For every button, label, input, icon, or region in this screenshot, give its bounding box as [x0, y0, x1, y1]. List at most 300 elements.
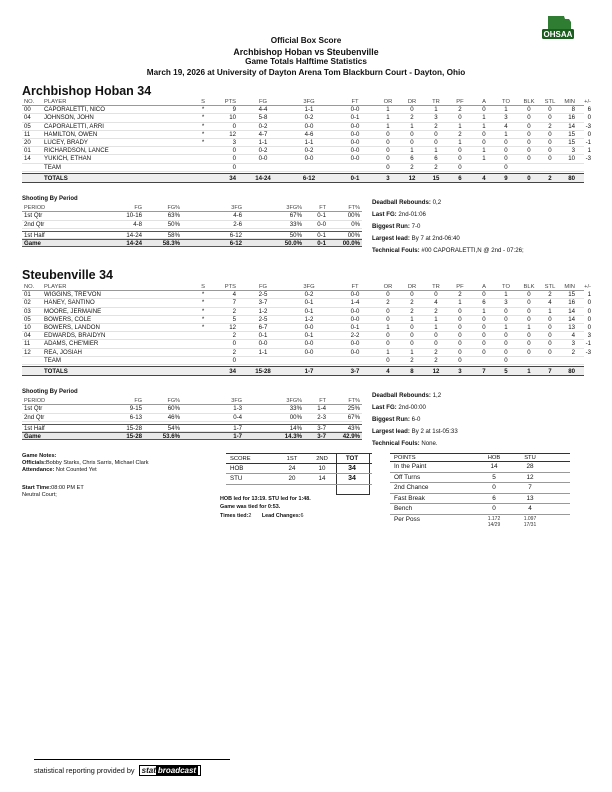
points-stu: 13: [526, 494, 534, 502]
game-notes: [22, 453, 149, 499]
col-header-pm: +/-: [584, 99, 591, 105]
col-header-fg: FG: [258, 99, 268, 105]
player-row: [22, 340, 591, 348]
player-pts: 5: [232, 315, 236, 323]
hob-per-poss: 1.172: [487, 515, 501, 522]
shooting-col-ft: FT: [319, 398, 326, 404]
player-a: 0: [482, 130, 486, 138]
biggest-run-label: Biggest Run:: [372, 416, 410, 423]
col-header-a: A: [482, 99, 486, 105]
player-stl: 2: [548, 291, 552, 299]
totals-fg: 15-28: [255, 367, 271, 375]
score-by-period-table: [226, 453, 372, 485]
player-min: 15: [568, 130, 575, 138]
player-tr: 6: [434, 155, 438, 163]
player-tfg: 0-2: [304, 291, 314, 299]
biggest-run-label: Biggest Run:: [372, 223, 410, 230]
player-pf: 1: [458, 299, 462, 307]
shooting-ft: 1-4: [317, 405, 326, 413]
player-row: [22, 164, 584, 172]
player-tfg: 0-1: [304, 332, 314, 340]
totals-tfg: 6-12: [302, 174, 316, 182]
player-row: [22, 138, 591, 147]
player-pm: 3: [587, 332, 591, 340]
points-header-row: POINTS HOB STU: [390, 453, 570, 462]
shooting-fg: 6-13: [129, 413, 142, 421]
shooting-period-row: [22, 405, 362, 413]
technical-fouls-label: Technical Fouls:: [372, 440, 420, 447]
player-or: 1: [386, 106, 390, 114]
player-ft: 0-0: [350, 147, 360, 155]
player-pf: 0: [458, 323, 462, 331]
shooting-ft: 3-7: [317, 433, 326, 441]
player-tr: 0: [434, 332, 438, 340]
player-tfg: 1-1: [304, 138, 314, 146]
points-label: Off Turns: [394, 473, 421, 481]
player-pm: 1: [587, 291, 591, 299]
box-header-row: [22, 283, 591, 291]
site-note: Neutral Court;: [22, 491, 57, 498]
player-ft: 0-0: [350, 138, 360, 146]
player-min: 2: [571, 348, 575, 356]
shooting-tfgp: 33%: [289, 405, 302, 413]
player-stl: 0: [548, 138, 552, 146]
shooting-period: Game: [24, 433, 41, 441]
technical-fouls-label: Technical Fouls:: [372, 247, 420, 254]
shooting-fg: 4-8: [133, 220, 142, 228]
player-tr: 0: [434, 291, 438, 299]
points-stu: 4: [528, 505, 532, 512]
player-s: *: [201, 299, 205, 307]
player-no: 11: [24, 340, 31, 348]
shooting-tfgp: 33%: [289, 220, 302, 228]
score-row-stu: STU 20 14 34: [226, 474, 372, 485]
player-a: 0: [482, 340, 486, 348]
shooting-tfgp: 50%: [289, 231, 302, 239]
player-dr: 1: [410, 147, 414, 155]
shooting-tfg: 4-6: [233, 212, 242, 220]
player-min: 15: [568, 291, 575, 299]
player-tr: 2: [434, 356, 438, 364]
player-min: 8: [571, 106, 575, 114]
player-stl: 1: [548, 307, 552, 315]
player-row: [22, 291, 591, 299]
player-to: 0: [504, 356, 508, 364]
shooting-col-fg: FG: [134, 205, 142, 211]
shooting-fgp: 58.3%: [162, 240, 180, 248]
points-row: [390, 483, 570, 494]
player-s: *: [201, 130, 205, 138]
totals-pf: 6: [458, 174, 462, 182]
player-fg: 0-0: [258, 155, 268, 163]
col-header-stl: STL: [544, 99, 556, 105]
player-tr: 0: [434, 340, 438, 348]
shooting-fg: 10-16: [126, 212, 142, 220]
col-header-no: NO.: [24, 284, 35, 290]
player-blk: 0: [527, 332, 531, 340]
totals-min: 80: [568, 174, 575, 182]
shooting-tfg: 0-4: [233, 413, 242, 421]
player-fg: 1-1: [258, 348, 268, 356]
totals-blk: 0: [527, 174, 531, 182]
player-no: 04: [24, 114, 31, 122]
totals-tr: 12: [432, 367, 440, 375]
player-s: *: [201, 291, 205, 299]
player-tfg: 0-0: [304, 340, 314, 348]
totals-to: 5: [504, 367, 508, 375]
player-no: 01: [24, 147, 31, 155]
player-to: 0: [504, 138, 508, 146]
totals-row: [22, 173, 584, 183]
player-row: [22, 130, 591, 139]
player-row: [22, 348, 591, 357]
player-fg: 1-1: [258, 138, 268, 146]
player-a: 0: [482, 291, 486, 299]
player-to: 0: [504, 155, 508, 163]
player-s: *: [201, 323, 205, 331]
shooting-period: 2nd Qtr: [24, 413, 45, 421]
shooting-col-tfg: 3FG: [231, 398, 242, 404]
deadball-rebounds-line: [372, 390, 458, 402]
player-dr: 0: [410, 130, 414, 138]
player-pf: 0: [458, 315, 462, 323]
player-min: 4: [571, 332, 575, 340]
report-subtitle: Game Totals Halftime Statistics: [245, 57, 367, 66]
player-dr: 1: [410, 315, 414, 323]
points-stu: 7: [528, 484, 532, 491]
shooting-col-period: PERIOD: [24, 398, 46, 404]
player-to: 1: [504, 291, 508, 299]
points-label: Fast Break: [394, 494, 425, 502]
player-or: 0: [386, 340, 390, 348]
shooting-col-ftp: FT%: [348, 205, 360, 211]
player-dr: 2: [410, 356, 414, 364]
shooting-tfgp: 14.3%: [284, 433, 302, 441]
player-tfg: 0-1: [304, 307, 314, 315]
player-to: 1: [504, 323, 508, 331]
player-or: 0: [386, 356, 390, 364]
player-tr: 0: [434, 138, 438, 146]
start-time-line: Start Time:08:00 PM ET: [22, 484, 84, 491]
player-no: 11: [24, 130, 31, 138]
player-tr: 1: [434, 323, 438, 331]
shooting-by-period-title-steubenville: Shooting By Period: [22, 389, 78, 395]
player-no: 02: [24, 299, 31, 307]
shooting-fgp: 50%: [167, 220, 180, 228]
matchup-title: Archbishop Hoban vs Steubenville: [233, 46, 379, 57]
shooting-col-fgp: FG%: [167, 205, 180, 211]
shooting-tfgp: 67%: [289, 212, 302, 220]
points-label: 2nd Chance: [394, 484, 429, 491]
totals-pf: 3: [458, 367, 462, 375]
shooting-ftp: 25%: [347, 405, 360, 413]
player-stl: 2: [548, 122, 552, 130]
points-hob: 6: [492, 494, 496, 502]
player-pm: 0: [587, 323, 591, 331]
player-blk: 0: [527, 114, 531, 122]
shooting-period-row: [22, 221, 362, 229]
player-or: 0: [386, 315, 390, 323]
shooting-period-row: [22, 239, 362, 247]
player-to: 0: [504, 348, 508, 356]
player-pts: 7: [232, 299, 236, 307]
footer-divider: [34, 759, 230, 760]
footer-credit: [34, 765, 201, 776]
last-fg-value: 2nd-01:06: [398, 211, 426, 218]
player-s: *: [201, 315, 205, 323]
player-pts: 0: [232, 356, 236, 364]
shooting-ftp: 00.0%: [342, 240, 360, 248]
totals-pts: 34: [229, 174, 236, 182]
player-no: 05: [24, 122, 31, 130]
player-min: 10: [568, 155, 575, 163]
points-stu: 12: [526, 473, 534, 481]
shooting-tfg: 2-6: [233, 220, 242, 228]
player-a: 0: [482, 315, 486, 323]
player-pf: 2: [458, 130, 462, 138]
player-fg: 0-2: [258, 122, 268, 130]
player-or: 0: [386, 307, 390, 315]
player-tfg: 0-2: [304, 114, 314, 122]
stu-per-poss: 1.097: [523, 515, 537, 522]
shooting-tfg: 1-7: [233, 433, 242, 441]
player-or: 1: [386, 114, 390, 122]
player-no: 12: [24, 348, 31, 356]
totals-label: TOTALS: [44, 174, 68, 182]
player-ft: 0-0: [350, 122, 360, 130]
shooting-fgp: 46%: [167, 413, 180, 421]
shooting-period: 1st Qtr: [24, 405, 43, 413]
team-title-hoban: Archbishop Hoban 34: [22, 84, 152, 98]
player-name: HAMILTON, OWEN: [44, 130, 98, 138]
player-pts: 10: [229, 114, 236, 122]
player-pm: 0: [587, 307, 591, 315]
shooting-ft: 0-1: [317, 212, 326, 220]
player-pf: 0: [458, 307, 462, 315]
col-header-dr: DR: [407, 99, 417, 105]
player-stl: 0: [548, 147, 552, 155]
player-a: 1: [482, 155, 486, 163]
player-no: 05: [24, 315, 31, 323]
col-header-to: TO: [502, 99, 510, 105]
statbroadcast-logo: stat broadcast: [139, 765, 201, 776]
shooting-ft: 0-1: [317, 231, 326, 239]
ties-and-lead-changes: Times tied:2 Lead Changes:6: [220, 512, 304, 519]
player-a: 0: [482, 106, 486, 114]
player-ft: 0-0: [350, 307, 360, 315]
player-a: 0: [482, 138, 486, 146]
player-name: CAPORALETTI, NICO: [44, 106, 105, 114]
player-dr: 2: [410, 163, 414, 171]
player-row: [22, 147, 591, 155]
player-name: ADAMS, CHE'MIER: [44, 340, 99, 348]
player-ft: 0-0: [350, 348, 360, 356]
shooting-ftp: 00%: [347, 212, 360, 220]
player-dr: 2: [410, 299, 414, 307]
player-pts: 0: [232, 155, 236, 163]
player-tfg: 0-0: [304, 122, 314, 130]
largest-lead-value: By 7 at 2nd-06:40: [411, 235, 460, 242]
player-or: 2: [386, 299, 390, 307]
player-min: 14: [568, 307, 575, 315]
points-breakdown-table: [390, 453, 570, 531]
player-fg: 3-7: [258, 299, 268, 307]
shooting-tfgp: 14%: [289, 424, 302, 432]
shooting-col-tfgp: 3FG%: [286, 398, 302, 404]
shooting-period: 1st Qtr: [24, 212, 43, 220]
team-notes-hoban: [372, 197, 524, 257]
col-header-player: PLAYER: [44, 284, 67, 290]
shooting-ft: 0-0: [317, 220, 326, 228]
shooting-period: 1st Half: [24, 424, 45, 432]
col-header-pf: PF: [456, 99, 464, 105]
player-a: 1: [482, 122, 486, 130]
largest-lead-value: By 2 at 1st-05:33: [411, 428, 458, 435]
times-tied-value: 2: [248, 512, 252, 519]
player-to: 0: [504, 307, 508, 315]
player-no: 14: [24, 155, 31, 163]
player-no: 01: [24, 291, 31, 299]
player-min: 16: [568, 114, 575, 122]
col-header-pts: PTS: [224, 99, 236, 105]
player-tr: 2: [434, 163, 438, 171]
player-pf: 0: [458, 340, 462, 348]
start-time-value: 08:00 PM ET: [51, 484, 84, 491]
box-score-table-hoban: [22, 98, 591, 183]
player-s: *: [201, 122, 205, 130]
player-pts: 9: [232, 106, 236, 114]
totals-min: 80: [568, 367, 575, 375]
player-fg: 2-5: [258, 291, 268, 299]
svg-text:OHSAA: OHSAA: [543, 30, 573, 39]
player-pf: 0: [458, 348, 462, 356]
player-dr: 0: [410, 323, 414, 331]
shooting-ft: 0-1: [317, 240, 326, 248]
points-row: [390, 473, 570, 484]
technical-fouls-value: None.: [421, 440, 438, 447]
player-pts: 2: [232, 348, 236, 356]
player-dr: 1: [410, 348, 414, 356]
player-min: 3: [571, 340, 575, 348]
shooting-col-ft: FT: [319, 205, 326, 211]
deadball-rebounds-label: Deadball Rebounds:: [372, 199, 431, 206]
player-no: 03: [24, 307, 31, 315]
player-pts: 0: [232, 147, 236, 155]
col-header-min: MIN: [564, 99, 575, 105]
shooting-fg: 15-28: [126, 424, 142, 432]
player-ft: 0-0: [350, 155, 360, 163]
player-or: 1: [386, 122, 390, 130]
player-blk: 0: [527, 106, 531, 114]
attendance-line: Attendance: Not Counted Yet: [22, 467, 97, 474]
player-row: [22, 323, 591, 332]
shooting-tfg: 1-7: [233, 424, 242, 432]
player-pts: 2: [232, 332, 236, 340]
player-stl: 0: [548, 323, 552, 331]
totals-dr: 12: [408, 174, 416, 182]
last-fg-label: Last FG:: [372, 211, 397, 218]
lead-time-line: HOB led for 13:19. STU led for 1:48.: [220, 496, 311, 502]
player-dr: 2: [410, 307, 414, 315]
col-header-no: NO.: [24, 99, 35, 105]
player-pf: 0: [458, 163, 462, 171]
player-name: CAPORALETTI, ARRI: [44, 122, 104, 130]
player-blk: 0: [527, 299, 531, 307]
shooting-fgp: 58%: [167, 231, 180, 239]
player-row: [22, 155, 591, 163]
shooting-tfgp: 50.0%: [284, 240, 302, 248]
game-lead-summary: [220, 495, 311, 520]
player-s: *: [201, 106, 205, 114]
player-name: YUKICH, ETHAN: [44, 155, 92, 163]
shooting-tfg: 6-12: [229, 240, 242, 248]
player-a: 1: [482, 147, 486, 155]
player-tfg: 1-2: [304, 315, 314, 323]
shooting-fgp: 53.6%: [162, 433, 180, 441]
player-or: 0: [386, 147, 390, 155]
player-tr: 0: [434, 130, 438, 138]
player-tfg: 0-0: [304, 348, 314, 356]
player-s: *: [201, 307, 205, 315]
shooting-period-row: [22, 424, 362, 432]
player-pts: 4: [232, 291, 236, 299]
last-fg-label: Last FG:: [372, 404, 397, 411]
player-row: [22, 114, 591, 122]
player-stl: 0: [548, 340, 552, 348]
player-or: 1: [386, 323, 390, 331]
player-to: 0: [504, 163, 508, 171]
totals-fg: 14-24: [255, 174, 271, 182]
player-row: [22, 315, 591, 324]
col-header-tfg: 3FG: [303, 99, 315, 105]
player-tr: 1: [434, 147, 438, 155]
player-or: 0: [386, 130, 390, 138]
shooting-col-tfg: 3FG: [231, 205, 242, 211]
team-title-steubenville: Steubenville 34: [22, 268, 114, 282]
player-pf: 2: [458, 106, 462, 114]
player-pts: 3: [232, 138, 236, 146]
shooting-fgp: 63%: [167, 212, 180, 220]
col-header-tr: TR: [432, 284, 440, 290]
player-no: 20: [24, 138, 31, 146]
lead-changes-value: 6: [300, 512, 304, 519]
player-blk: 0: [527, 315, 531, 323]
largest-lead-line: [372, 233, 524, 245]
player-row: [22, 122, 591, 131]
shooting-tfg: 1-3: [233, 405, 242, 413]
player-to: 0: [504, 147, 508, 155]
player-s: *: [201, 114, 205, 122]
player-tr: 1: [434, 315, 438, 323]
points-rows: [390, 462, 570, 515]
player-blk: 0: [527, 138, 531, 146]
player-blk: 0: [527, 291, 531, 299]
game-date-venue: March 19, 2026 at University of Dayton Arena Tom Blackburn Court - Dayton, Ohio: [146, 67, 466, 77]
col-header-pm: +/-: [584, 284, 591, 290]
player-stl: 0: [548, 114, 552, 122]
points-hob: 0: [492, 484, 496, 491]
points-row: [390, 504, 570, 515]
player-ft: 0-0: [350, 106, 360, 114]
points-label: Bench: [394, 505, 413, 512]
totals-ft: 0-1: [350, 174, 360, 182]
officials-line: Officials:Bobby Starks, Chris Sarris, Michael Clark: [22, 460, 149, 467]
player-blk: 0: [527, 348, 531, 356]
officials-value: Bobby Starks, Chris Sarris, Michael Clark: [45, 460, 149, 467]
player-to: 0: [504, 315, 508, 323]
player-pf: 0: [458, 332, 462, 340]
player-pm: 6: [587, 106, 591, 114]
